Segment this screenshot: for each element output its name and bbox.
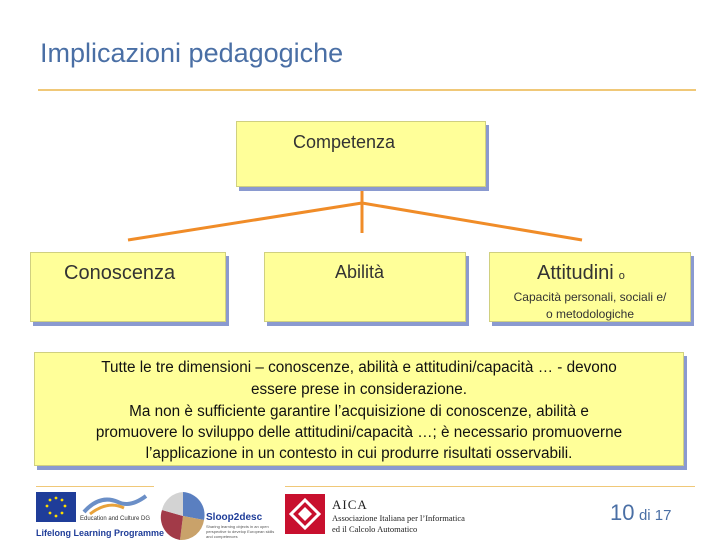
sloop-name: Sloop2desc (206, 512, 263, 523)
education-culture-logo-icon (80, 492, 150, 518)
aica-name: AICA (332, 497, 368, 512)
explanation-line3: Ma non è sufficiente garantire l’acquisizione di conoscenze, abilità e (129, 403, 589, 420)
explanation-line2: essere prese in considerazione. (251, 381, 467, 398)
explanation-box (34, 352, 684, 466)
explanation-line5: l’applicazione in un contesto in cui produrre risultati osservabili. (145, 445, 573, 462)
explanation-line4: promuovere lo sviluppo delle attitudini/capacità …; è necessario promuoverne (95, 424, 623, 441)
attitudini-sub-line1: Capacità personali, sociali e/ (513, 290, 667, 304)
connector-right (362, 203, 582, 240)
page-title: Implicazioni pedagogiche (40, 38, 344, 68)
page-current: 10 (610, 500, 635, 525)
explanation-line1: Tutte le tre dimensioni – conoscenze, abilità e attitudini/capacità … - devono (101, 359, 617, 376)
competenza-label: Competenza (293, 132, 396, 152)
attitudini-or: o (618, 270, 625, 282)
sloop-tagline: Sharing learning objects in an open perspective to develop European skills and competences (206, 524, 275, 539)
competenza-box (236, 121, 486, 187)
footer-rule-left (36, 486, 154, 487)
aica-line2: ed il Calcolo Automatico (332, 524, 418, 534)
conoscenza-box (30, 252, 226, 322)
abilita-label: Abilità (335, 262, 385, 282)
page-total: di 17 (638, 507, 672, 524)
footer-rule-right (285, 486, 695, 487)
connector-left (128, 203, 362, 240)
llp-label: Lifelong Learning Programme (36, 528, 165, 538)
aica-logo-icon (285, 494, 325, 534)
attitudini-box (489, 252, 691, 322)
eu-flag-icon (36, 492, 76, 524)
attitudini-sub-line2: o metodologiche (545, 307, 635, 321)
attitudini-label: Attitudini (537, 262, 614, 284)
sloop-logo-icon (160, 490, 206, 542)
conoscenza-label: Conoscenza (64, 262, 176, 284)
aica-line1: Associazione Italiana per l’Informatica (332, 513, 465, 523)
page-number (610, 500, 671, 526)
abilita-box (264, 252, 466, 322)
eac-label: Education and Culture DG (80, 516, 151, 522)
